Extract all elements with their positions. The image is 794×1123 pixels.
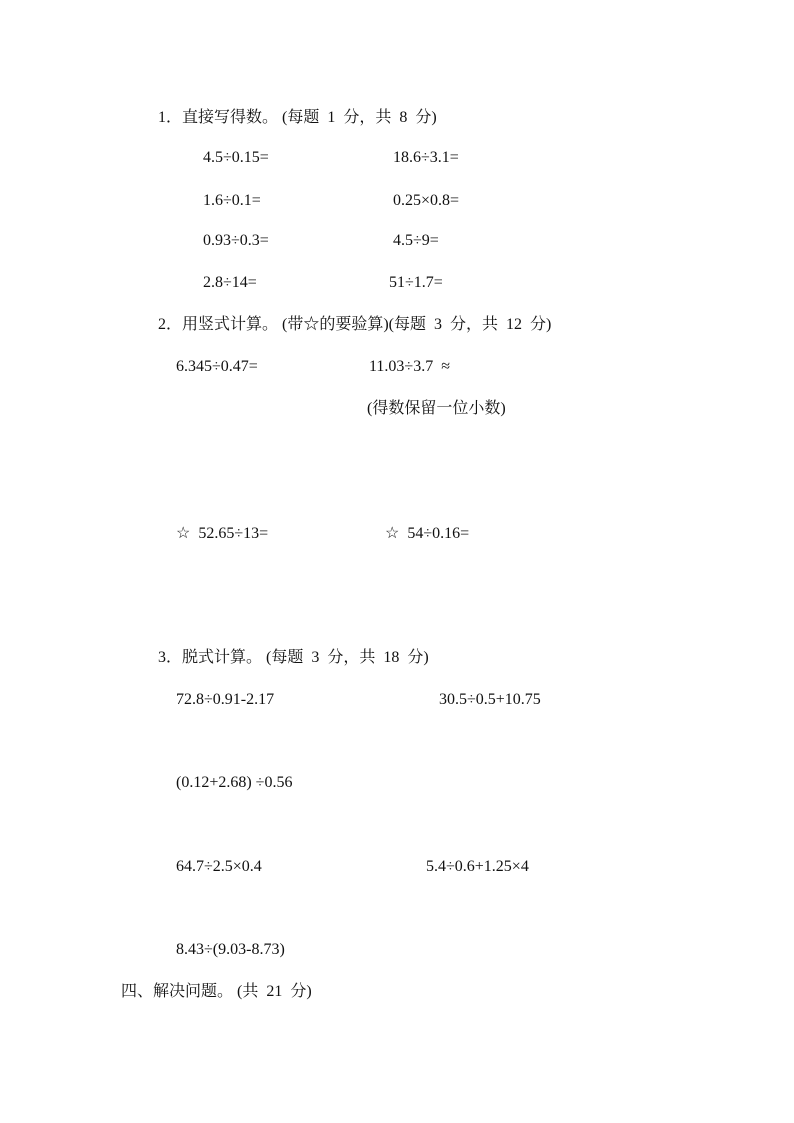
section2-title: 2．用竖式计算。 (带☆的要验算)(每题 3 分，共 12 分) <box>158 316 552 333</box>
problem-1-8: 51÷1.7= <box>389 274 443 291</box>
problem-2-1: 6.345÷0.47= <box>176 358 258 375</box>
problem-1-6: 4.5÷9= <box>393 232 439 249</box>
problem-3-3: (0.12+2.68) ÷0.56 <box>176 774 293 791</box>
problem-3-1: 72.8÷0.91-2.17 <box>176 691 275 708</box>
section1-title: 1．直接写得数。 (每题 1 分，共 8 分) <box>158 109 437 126</box>
rounding-note: (得数保留一位小数) <box>367 400 506 417</box>
problem-1-7: 2.8÷14= <box>203 274 257 291</box>
problem-1-5: 0.93÷0.3= <box>203 232 269 249</box>
problem-1-3: 1.6÷0.1= <box>203 192 261 209</box>
problem-2-3: ☆ 52.65÷13= <box>176 525 269 542</box>
problem-3-5: 5.4÷0.6+1.25×4 <box>426 858 529 875</box>
section3-title: 3．脱式计算。 (每题 3 分，共 18 分) <box>158 649 429 666</box>
problem-2-2: 11.03÷3.7 ≈ <box>369 358 450 375</box>
problem-1-1: 4.5÷0.15= <box>203 149 269 166</box>
section4-title: 四、解决问题。 (共 21 分) <box>121 983 312 1000</box>
problem-2-4: ☆ 54÷0.16= <box>385 525 470 542</box>
problem-1-2: 18.6÷3.1= <box>393 149 459 166</box>
problem-3-2: 30.5÷0.5+10.75 <box>439 691 541 708</box>
problem-3-4: 64.7÷2.5×0.4 <box>176 858 262 875</box>
problem-1-4: 0.25×0.8= <box>393 192 460 209</box>
problem-3-6: 8.43÷(9.03-8.73) <box>176 941 285 958</box>
